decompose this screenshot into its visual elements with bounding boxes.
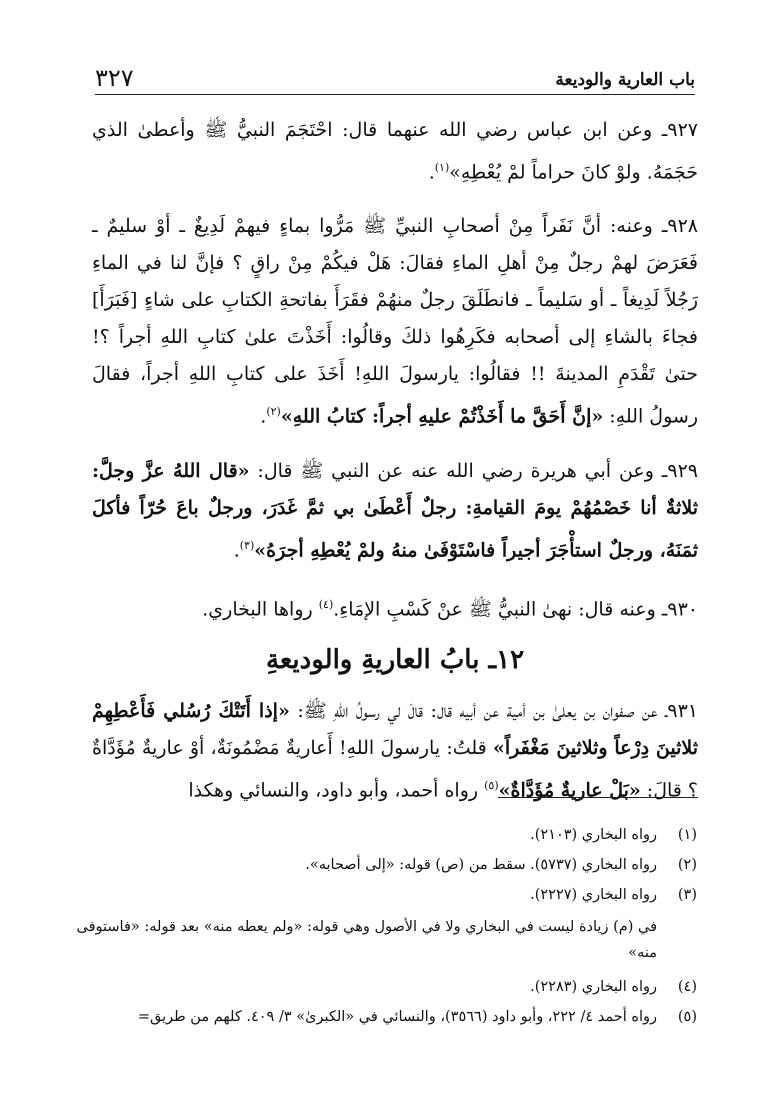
footnote-text: رواه البخاري (٢١٠٣). — [530, 827, 657, 843]
main-text — [92, 112, 698, 827]
hadith-928: ٩٢٨ـ وعنه: أنَّ نَفَراً مِنْ أصحابِ النبيِّ ﷺ مَرُّوا بماءٍ فيهمْ لَدِيغٌ ـ أوْ سليمٌ ـ فَعَرَضَ لهمْ رجلٌ مِنْ أهلِ الماءِ فقالَ: هَلْ فيكُمْ مِنْ راقٍ ؟ فإنَّ لنا في الماءِ رَجُلاً لَدِيغاً ـ أو سَليماً ـ فانطَلَقَ رجلٌ منهُمْ فقَرَأَ بفاتحةِ الكتابِ على شاءٍ [فَبَرَأَ] فجاءَ بالشاءِ إلى أصحابه فكَرِهُوا ذلكَ وقالُوا: أَخَذْتَ علىٰ كتابِ اللهِ أجراً ؟! حتىٰ تَقْدَمِ المدينةَ !! فقالُوا: يارسولَ اللهِ! أَخَذَ على كتابِ اللهِ أجراً، فقالَ رسولُ اللهِ: «إنَّ أَحَقَّ ما أَخَذْتُمْ عليهِ أجراً: كتابُ اللهِ»$^{(٢)}$. — [92, 215, 699, 428]
hadith-930 — [92, 586, 698, 628]
footnote-number: (١) — [677, 827, 697, 843]
hadith-text: وعنه: أنَّ نَفَراً مِنْ أصحابِ النبيِّ ﷺ مَرُّوا بماءٍ فيهمْ لَدِيغٌ ـ أوْ سليمٌ ـ فَعَرَضَ لهمْ رجلٌ مِنْ أهلِ الماءِ فقالَ: هَلْ فيكُمْ مِنْ راقٍ ؟ فإنَّ لنا في الماءِ رَجُلاً لَدِيغاً ـ أو سَليماً ـ فانطَلَقَ رجلٌ منهُمْ فقَرَأَ بفاتحةِ الكتابِ على شاءٍ [فَبَرَأَ] فجاءَ بالشاءِ إلى أصحابه فكَرِهُوا ذلكَ وقالُوا: أَخَذْتَ علىٰ كتابِ اللهِ أجراً ؟! حتىٰ تَقْدَمِ المدينةَ !! فقالُوا: يارسولَ اللهِ! أَخَذَ على كتابِ اللهِ أجراً، فقالَ رسولُ اللهِ: — [92, 215, 698, 428]
footnote-1 — [60, 820, 697, 850]
hadith-text-middle: قلتُ: يارسولَ اللهِ! أَعاريةٌ مَضْمُونَةٌ، أوْ عاريةٌ مُؤَدَّاةٌ ؟ قالَ: — [92, 737, 698, 802]
hadith-quote: «إنَّ أَحَقَّ ما أَخَذْتُمْ عليهِ أجراً: كتابُ اللهِ» — [280, 405, 604, 428]
section-title: ١٢ـ بابُ العاريةِ والوديعةِ — [265, 645, 525, 676]
hadith-number: ٩٢٨ـ — [661, 215, 699, 238]
hadith-929: ٩٢٩ـ وعن أبي هريرة رضي الله عنه عن النبي ﷺ قال: «قال اللهُ عزَّ وجلَّ: ثلاثةٌ أنا خَصْمُهُمْ يومَ القيامةِ: رجلٌ أَعْطَىٰ بي ثمَّ غَدَرَ، ورجلٌ باعَ حُرّاً فأكلَ ثمَنَهُ، ورجلٌ استأْجَرَ أجيراً فاسْتَوْفَىٰ منهُ ولمْ يُعْطِهِ أجرَهُ»$^{(٣)}$. — [92, 459, 698, 561]
hadith-number: ٩٣١ـ — [665, 700, 698, 723]
footnote-5 — [60, 1002, 697, 1032]
footnote-3 — [60, 880, 697, 910]
hadith-quote: «إذا أَتَتْكَ رُسُلي فَأَعْطِهِمْ ثلاثينَ دِرْعاً وثلاثينَ مَغْفَراً» — [92, 700, 699, 760]
footnote-text: رواه البخاري (٥٧٣٧). سقط من (ص) قوله: «إلى أصحابه». — [305, 857, 657, 873]
hadith-quote-2: «بَلْ عاريةٌ مُؤَدَّاةٌ» — [498, 779, 641, 802]
footnote-divider — [498, 797, 698, 798]
hadith-927: ٩٢٧ـ وعن ابن عباس رضي الله عنهما قال: احْتَجَمَ النبيُّ ﷺ وأعطىٰ الذي حَجَمَهُ. ولوْ كانَ حراماً لمْ يُعْطِهِ»$^{(١)}$. — [92, 119, 698, 184]
page-number: ٣٢٧ — [95, 64, 134, 92]
hadith-text: وعنه قال: نهىٰ النبيُّ ﷺ عنْ كَسْبِ الإمَاءِ. — [333, 598, 656, 621]
footnote-2 — [60, 850, 697, 880]
footnote-ref: (٢) — [266, 405, 281, 419]
chapter-title: باب العارية والوديعة — [555, 70, 695, 90]
hadith-text: وعن ابن عباس رضي الله عنهما قال: احْتَجَمَ النبيُّ ﷺ وأعطىٰ الذي حَجَمَهُ. ولوْ كانَ حراماً لمْ يُعْطِهِ» — [92, 119, 698, 184]
hadith-source: رواها البخاري. — [202, 598, 313, 621]
hadith-text: عن صفوان بن يعلىٰ بن أمية عن أبيه قال: قالَ لي رسولُ اللهِ ﷺ: — [297, 700, 658, 723]
footnote-3-remark: في (م) زيادة ليست في البخاري ولا في الأصول وهي قوله: «ولم يعطه منه» بعد قوله: «فاستوفى منه» — [76, 919, 657, 961]
footnote-number: (٥) — [677, 1009, 697, 1025]
hadith-number: ٩٣٠ـ — [661, 598, 698, 621]
footnote-ref: (٥) — [484, 779, 499, 793]
footnote-4 — [60, 972, 697, 1002]
hadith-931 — [92, 693, 698, 809]
hadith-text: وعن أبي هريرة رضي الله عنه عن النبي ﷺ قال: — [257, 459, 654, 482]
page-header — [95, 60, 695, 95]
footnote-ref: (١) — [434, 161, 450, 174]
hadith-number: ٩٢٩ـ — [661, 459, 698, 482]
footnotes — [60, 820, 697, 1032]
hadith-source: رواه أحمد، وأبو داود، والنسائي وهكذا — [188, 779, 479, 802]
footnote-number: (٣) — [677, 887, 697, 903]
footnote-number: (٢) — [677, 857, 697, 873]
footnote-text: رواه البخاري (٢٢٨٣). — [530, 979, 657, 995]
footnote-ref: (٤) — [318, 597, 334, 611]
footnote-ref: (٣) — [239, 538, 255, 552]
footnote-text: رواه أحمد ٤/ ٢٢٢، وأبو داود (٣٥٦٦)، والنسائي في «الكبرىٰ» ٣/ ٤٠٩. كلهم من طريق= — [137, 1009, 657, 1025]
footnote-text: رواه البخاري (٢٢٢٧). — [530, 887, 657, 903]
hadith-quote: «قال اللهُ عزَّ وجلَّ: ثلاثةٌ أنا خَصْمُهُمْ يومَ القيامةِ: رجلٌ أَعْطَىٰ بي ثمَّ غَدَرَ، ورجلٌ باعَ حُرّاً فأكلَ ثمَنَهُ، ورجلٌ استأْجَرَ أجيراً فاسْتَوْفَىٰ منهُ ولمْ يُعْطِهِ أجرَهُ» — [92, 459, 698, 561]
hadith-number: ٩٢٧ـ — [661, 119, 698, 141]
footnote-number: (٤) — [677, 979, 697, 995]
